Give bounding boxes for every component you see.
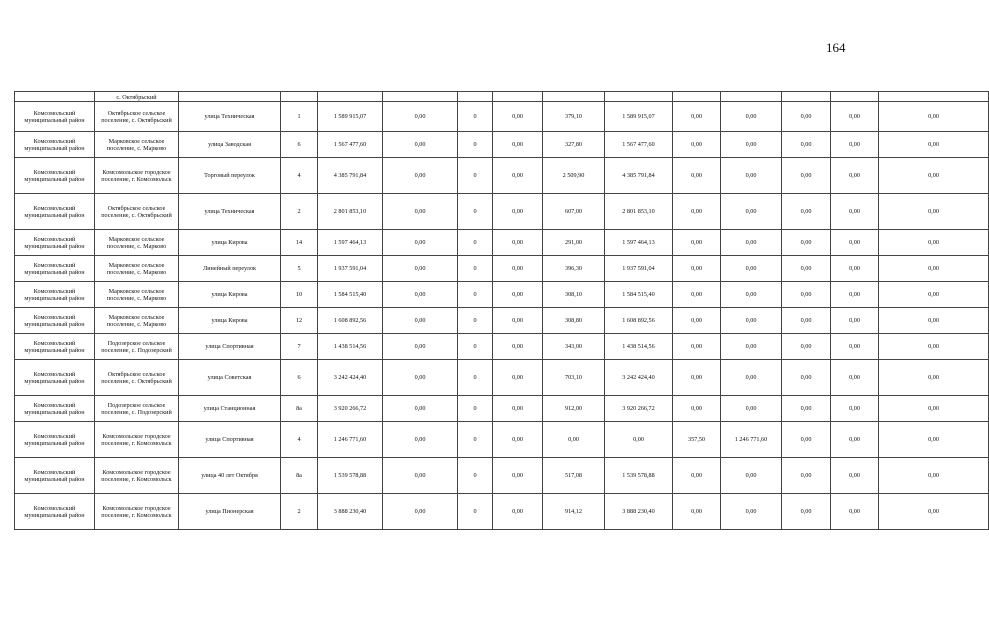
amount-cell: 3 888 230,40 (318, 494, 383, 530)
settlement-cell: Подозерское сельское поселение, с. Подозерский (95, 334, 179, 360)
value-cell: 0,00 (831, 422, 879, 458)
house-number-cell: 6 (281, 360, 318, 396)
value-cell: 0,00 (879, 422, 989, 458)
value-cell: 0,00 (493, 360, 543, 396)
value-cell: 0,00 (673, 194, 721, 230)
value-cell: 0,00 (879, 158, 989, 194)
value-cell: 0,00 (782, 132, 831, 158)
value-cell: 0,00 (673, 256, 721, 282)
district-cell: Комсомольский муниципальный район (15, 256, 95, 282)
value-cell: 0,00 (831, 282, 879, 308)
table-row (15, 396, 989, 422)
value-cell: 0,00 (493, 334, 543, 360)
amount-cell: 4 385 791,84 (605, 158, 673, 194)
value-cell: 0,00 (673, 102, 721, 132)
area-cell: 308,10 (543, 282, 605, 308)
amount-cell: 1 937 591,04 (605, 256, 673, 282)
table-row (15, 194, 989, 230)
value-cell: 0,00 (383, 230, 458, 256)
value-cell: 0,00 (383, 458, 458, 494)
value-cell: 0,00 (383, 132, 458, 158)
count-cell: 0 (458, 194, 493, 230)
value-cell: 0,00 (383, 396, 458, 422)
amount-cell: 0,00 (721, 308, 782, 334)
value-cell: 0,00 (831, 458, 879, 494)
district-cell: Комсомольский муниципальный район (15, 494, 95, 530)
amount-cell: 0,00 (721, 282, 782, 308)
settlement-cell: Марковское сельское поселение, с. Марково (95, 308, 179, 334)
street-cell: улица Кирова (179, 230, 281, 256)
house-number-cell: 1 (281, 102, 318, 132)
amount-cell: 0,00 (721, 360, 782, 396)
district-cell: Комсомольский муниципальный район (15, 334, 95, 360)
amount-cell: 1 937 591,04 (318, 256, 383, 282)
value-cell: 0,00 (782, 158, 831, 194)
district-cell: Комсомольский муниципальный район (15, 158, 95, 194)
value-cell: 0,00 (879, 230, 989, 256)
value-cell: 0,00 (383, 334, 458, 360)
value-cell: 0,00 (831, 494, 879, 530)
table-row (15, 230, 989, 256)
street-cell: улица Пионерская (179, 494, 281, 530)
district-cell: Комсомольский муниципальный район (15, 396, 95, 422)
table-row (15, 308, 989, 334)
value-cell: 0,00 (383, 360, 458, 396)
count-cell: 0 (458, 494, 493, 530)
count-cell: 0 (458, 396, 493, 422)
amount-cell: 1 584 515,40 (605, 282, 673, 308)
house-number-cell: 4 (281, 422, 318, 458)
value-cell: 0,00 (782, 422, 831, 458)
amount-cell: 1 539 578,88 (318, 458, 383, 494)
count-cell: 0 (458, 334, 493, 360)
amount-cell: 2 801 853,10 (318, 194, 383, 230)
value-cell: 0,00 (782, 458, 831, 494)
table-row (15, 282, 989, 308)
value-cell: 0,00 (493, 194, 543, 230)
amount-cell: 1 438 514,56 (318, 334, 383, 360)
value-cell: 0,00 (493, 458, 543, 494)
value-cell: 0,00 (782, 282, 831, 308)
value-cell: 0,00 (782, 494, 831, 530)
value-cell: 0,00 (673, 334, 721, 360)
district-cell: Комсомольский муниципальный район (15, 194, 95, 230)
amount-cell: 0,00 (721, 256, 782, 282)
settlement-cell: Марковское сельское поселение, с. Марково (95, 282, 179, 308)
house-number-cell: 7 (281, 334, 318, 360)
settlement-cell: Комсомольское городское поселение, г. Комсомольск (95, 494, 179, 530)
value-cell: 0,00 (673, 396, 721, 422)
count-cell: 0 (458, 308, 493, 334)
area-cell: 914,12 (543, 494, 605, 530)
count-cell: 0 (458, 102, 493, 132)
value-cell: 0,00 (782, 360, 831, 396)
value-cell: 0,00 (782, 396, 831, 422)
amount-cell: 1 567 477,60 (318, 132, 383, 158)
value-cell: 0,00 (493, 422, 543, 458)
value-cell: 0,00 (782, 194, 831, 230)
table-row (15, 132, 989, 158)
street-cell: улица Спортивная (179, 422, 281, 458)
amount-cell: 0,00 (721, 334, 782, 360)
house-number-cell: 10 (281, 282, 318, 308)
value-cell: 0,00 (879, 102, 989, 132)
value-cell: 0,00 (493, 282, 543, 308)
house-number-cell: 8а (281, 396, 318, 422)
value-cell: 0,00 (383, 102, 458, 132)
value-cell: 0,00 (383, 422, 458, 458)
street-cell: Линейный переулок (179, 256, 281, 282)
count-cell: 0 (458, 360, 493, 396)
settlement-cell: Октябрьское сельское поселение, с. Октябрьский (95, 102, 179, 132)
value-cell: 0,00 (673, 132, 721, 158)
value-cell: 0,00 (383, 494, 458, 530)
value-cell: 0,00 (831, 132, 879, 158)
settlement-cell: Октябрьское сельское поселение, с. Октябрьский (95, 194, 179, 230)
count-cell: 0 (458, 158, 493, 194)
value-cell: 0,00 (493, 158, 543, 194)
area-cell: 308,80 (543, 308, 605, 334)
count-cell: 0 (458, 256, 493, 282)
value-cell: 0,00 (831, 194, 879, 230)
house-number-cell: 12 (281, 308, 318, 334)
table-row (15, 334, 989, 360)
street-cell: улица Советская (179, 360, 281, 396)
table-row (15, 102, 989, 132)
amount-cell: 1 589 915,07 (605, 102, 673, 132)
value-cell: 0,00 (879, 132, 989, 158)
register-table (14, 91, 989, 530)
amount-cell: 0,00 (721, 494, 782, 530)
value-cell: 0,00 (673, 230, 721, 256)
house-number-cell: 2 (281, 194, 318, 230)
amount-cell: 3 920 266,72 (605, 396, 673, 422)
value-cell: 0,00 (879, 396, 989, 422)
value-cell: 0,00 (493, 494, 543, 530)
value-cell: 0,00 (831, 396, 879, 422)
value-cell: 0,00 (879, 494, 989, 530)
value-cell: 0,00 (383, 308, 458, 334)
amount-cell: 3 888 230,40 (605, 494, 673, 530)
page-number: 164 (826, 40, 846, 55)
table-row (15, 158, 989, 194)
street-cell: улица Кирова (179, 282, 281, 308)
street-cell: улица Кирова (179, 308, 281, 334)
area-cell: 703,10 (543, 360, 605, 396)
amount-cell: 1 597 464,13 (605, 230, 673, 256)
value-cell: 0,00 (831, 256, 879, 282)
value-cell: 0,00 (782, 256, 831, 282)
amount-cell: 1 438 514,56 (605, 334, 673, 360)
value-cell: 0,00 (673, 158, 721, 194)
settlement-cell: с. Октябрьский (95, 92, 179, 102)
amount-cell: 0,00 (721, 230, 782, 256)
street-cell: улица 40 лет Октября (179, 458, 281, 494)
area-cell: 517,08 (543, 458, 605, 494)
value-cell: 357,50 (673, 422, 721, 458)
house-number-cell: 14 (281, 230, 318, 256)
amount-cell: 1 608 892,56 (318, 308, 383, 334)
amount-cell: 0,00 (721, 458, 782, 494)
value-cell: 0,00 (831, 334, 879, 360)
street-cell: улица Спортивная (179, 334, 281, 360)
area-cell: 396,30 (543, 256, 605, 282)
value-cell: 0,00 (673, 458, 721, 494)
value-cell: 0,00 (879, 256, 989, 282)
amount-cell: 3 920 266,72 (318, 396, 383, 422)
area-cell: 291,00 (543, 230, 605, 256)
amount-cell: 3 242 424,40 (605, 360, 673, 396)
value-cell: 0,00 (673, 494, 721, 530)
value-cell: 0,00 (493, 230, 543, 256)
value-cell: 0,00 (782, 230, 831, 256)
street-cell: улица Станционная (179, 396, 281, 422)
district-cell: Комсомольский муниципальный район (15, 132, 95, 158)
value-cell: 0,00 (879, 458, 989, 494)
table-row (15, 422, 989, 458)
value-cell: 0,00 (383, 256, 458, 282)
district-cell (15, 92, 95, 102)
table-row (15, 494, 989, 530)
value-cell: 0,00 (673, 360, 721, 396)
settlement-cell: Марковское сельское поселение, с. Марково (95, 230, 179, 256)
value-cell: 0,00 (879, 334, 989, 360)
table-row (15, 458, 989, 494)
value-cell: 0,00 (879, 308, 989, 334)
house-number-cell: 8а (281, 458, 318, 494)
amount-cell: 3 242 424,40 (318, 360, 383, 396)
amount-cell: 0,00 (721, 102, 782, 132)
table-row (15, 360, 989, 396)
house-number-cell: 5 (281, 256, 318, 282)
value-cell: 0,00 (831, 102, 879, 132)
area-cell: 912,00 (543, 396, 605, 422)
value-cell: 0,00 (782, 308, 831, 334)
district-cell: Комсомольский муниципальный район (15, 458, 95, 494)
district-cell: Комсомольский муниципальный район (15, 308, 95, 334)
district-cell: Комсомольский муниципальный район (15, 282, 95, 308)
settlement-cell: Подозерское сельское поселение, с. Подозерский (95, 396, 179, 422)
value-cell: 0,00 (831, 158, 879, 194)
value-cell: 0,00 (383, 282, 458, 308)
value-cell: 0,00 (831, 308, 879, 334)
value-cell: 0,00 (383, 158, 458, 194)
amount-cell: 0,00 (721, 396, 782, 422)
value-cell: 0,00 (493, 256, 543, 282)
amount-cell: 1 246 771,60 (318, 422, 383, 458)
amount-cell: 2 801 853,10 (605, 194, 673, 230)
amount-cell: 0,00 (721, 158, 782, 194)
value-cell: 0,00 (782, 102, 831, 132)
table-row-continued (15, 92, 989, 102)
street-cell: улица Техническая (179, 194, 281, 230)
area-cell: 379,10 (543, 102, 605, 132)
house-number-cell: 6 (281, 132, 318, 158)
amount-cell: 1 608 892,56 (605, 308, 673, 334)
count-cell: 0 (458, 458, 493, 494)
house-number-cell: 4 (281, 158, 318, 194)
settlement-cell: Комсомольское городское поселение, г. Комсомольск (95, 422, 179, 458)
settlement-cell: Марковское сельское поселение, с. Марково (95, 256, 179, 282)
value-cell: 0,00 (831, 230, 879, 256)
amount-cell: 1 597 464,13 (318, 230, 383, 256)
value-cell: 0,00 (493, 132, 543, 158)
street-cell: Торговый переулок (179, 158, 281, 194)
area-cell: 607,00 (543, 194, 605, 230)
amount-cell: 4 385 791,84 (318, 158, 383, 194)
settlement-cell: Марковское сельское поселение, с. Марково (95, 132, 179, 158)
amount-cell: 1 589 915,07 (318, 102, 383, 132)
amount-cell: 0,00 (605, 422, 673, 458)
amount-cell: 0,00 (721, 194, 782, 230)
value-cell: 0,00 (673, 308, 721, 334)
count-cell: 0 (458, 422, 493, 458)
settlement-cell: Комсомольское городское поселение, г. Комсомольск (95, 158, 179, 194)
area-cell: 0,00 (543, 422, 605, 458)
value-cell: 0,00 (782, 334, 831, 360)
count-cell: 0 (458, 230, 493, 256)
district-cell: Комсомольский муниципальный район (15, 422, 95, 458)
street-cell: улица Техническая (179, 102, 281, 132)
amount-cell: 1 246 771,60 (721, 422, 782, 458)
table-row (15, 256, 989, 282)
street-cell: улица Заводская (179, 132, 281, 158)
count-cell: 0 (458, 282, 493, 308)
value-cell: 0,00 (879, 194, 989, 230)
value-cell: 0,00 (383, 194, 458, 230)
house-number-cell: 2 (281, 494, 318, 530)
area-cell: 343,00 (543, 334, 605, 360)
value-cell: 0,00 (493, 308, 543, 334)
district-cell: Комсомольский муниципальный район (15, 360, 95, 396)
amount-cell: 0,00 (721, 132, 782, 158)
value-cell: 0,00 (831, 360, 879, 396)
value-cell: 0,00 (493, 396, 543, 422)
district-cell: Комсомольский муниципальный район (15, 230, 95, 256)
amount-cell: 1 539 578,88 (605, 458, 673, 494)
settlement-cell: Комсомольское городское поселение, г. Комсомольск (95, 458, 179, 494)
amount-cell: 1 567 477,60 (605, 132, 673, 158)
settlement-cell: Октябрьское сельское поселение, с. Октябрьский (95, 360, 179, 396)
value-cell: 0,00 (493, 102, 543, 132)
amount-cell: 1 584 515,40 (318, 282, 383, 308)
value-cell: 0,00 (879, 282, 989, 308)
area-cell: 327,80 (543, 132, 605, 158)
value-cell: 0,00 (879, 360, 989, 396)
area-cell: 2 509,90 (543, 158, 605, 194)
district-cell: Комсомольский муниципальный район (15, 102, 95, 132)
value-cell: 0,00 (673, 282, 721, 308)
count-cell: 0 (458, 132, 493, 158)
